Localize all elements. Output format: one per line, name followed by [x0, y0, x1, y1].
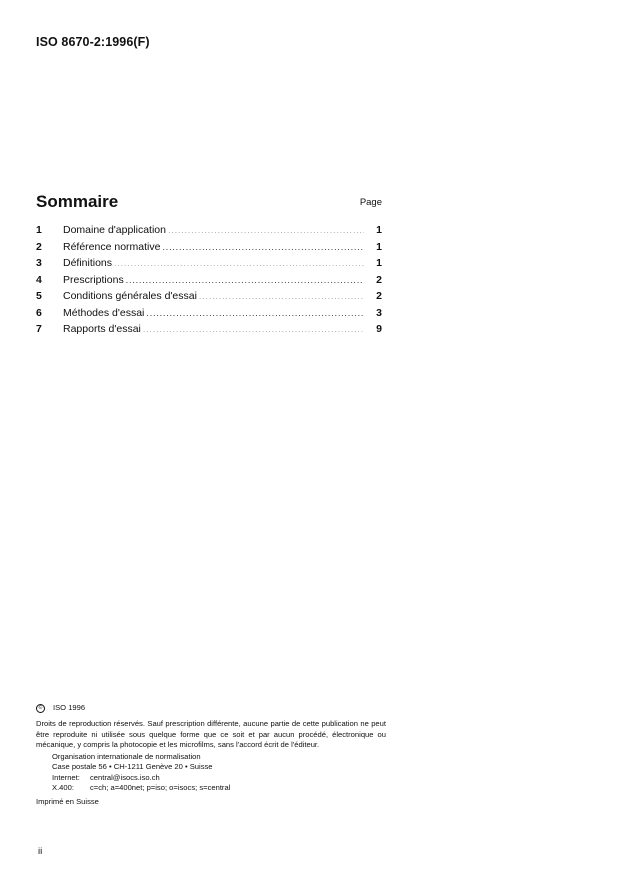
toc-leader-dots: [168, 225, 364, 235]
toc-entry-number: 5: [36, 290, 42, 302]
document-id-header: ISO 8670-2:1996(F): [36, 35, 150, 49]
toc-leader-dots: [143, 324, 364, 334]
toc-entry-label: Prescriptions: [63, 273, 124, 286]
toc-entry-label: Méthodes d'essai: [63, 306, 145, 319]
toc-entry-label: Rapports d'essai: [63, 323, 141, 335]
printed-notice: Imprimé en Suisse: [36, 797, 99, 807]
x400-row: [52, 783, 386, 793]
toc-entry-number: 6: [36, 306, 42, 319]
toc-entry-page: 3: [376, 306, 382, 319]
copyright-line: [36, 703, 386, 713]
toc-entry-page: 1: [376, 240, 382, 253]
toc-entry-page: 2: [376, 290, 382, 302]
toc-title: Sommaire: [36, 192, 119, 211]
toc-page-label: Page: [359, 197, 382, 208]
toc-entry[interactable]: [36, 307, 382, 324]
toc-entry-number: 1: [36, 224, 42, 236]
postal-address: Case postale 56 • CH-1211 Genève 20 • Suisse: [52, 762, 213, 772]
toc-entry-label: Domaine d'application: [63, 224, 166, 236]
toc-entry-page: 1: [376, 224, 382, 236]
table-of-contents: [36, 224, 382, 340]
toc-entry-label: Conditions générales d'essai: [63, 290, 197, 302]
toc-entry[interactable]: [36, 257, 382, 274]
organization-block: [52, 752, 386, 793]
toc-leader-dots: [146, 308, 364, 318]
toc-entry-number: 3: [36, 257, 42, 269]
toc-leader-dots: [162, 242, 364, 252]
organization-name: Organisation internationale de normalisation: [52, 752, 201, 762]
toc-entry-label: Référence normative: [63, 240, 161, 253]
internet-address[interactable]: central@isocs.iso.ch: [90, 772, 160, 782]
toc-entry-number: 7: [36, 323, 42, 335]
toc-leader-dots: [199, 291, 364, 301]
toc-entry-page: 2: [376, 273, 382, 286]
x400-address: c=ch; a=400net; p=iso; o=isocs; s=central: [90, 783, 231, 793]
copyright-block: [36, 703, 386, 808]
toc-entry[interactable]: [36, 323, 382, 340]
copyright-icon: ©: [36, 704, 45, 713]
toc-entry[interactable]: [36, 274, 382, 291]
toc-leader-dots: [126, 275, 364, 285]
internet-key: Internet:: [52, 772, 80, 782]
toc-entry[interactable]: [36, 241, 382, 258]
toc-entry[interactable]: [36, 290, 382, 307]
rights-notice: Droits de reproduction réservés. Sauf prescription différente, aucune partie de cette publication ne peut être reproduite ni utilisée sous quelque forme que ce soit et par aucun procédé, électronique ou mécanique, y compris la photocopie et les microfilms, sans l'accord écrit de l'éditeur.: [36, 719, 386, 749]
internet-row: [52, 773, 386, 783]
toc-entry[interactable]: [36, 224, 382, 241]
toc-entry-number: 2: [36, 240, 42, 253]
toc-entry-page: 1: [376, 257, 382, 269]
page-number: ii: [38, 846, 43, 857]
toc-entry-label: Définitions: [63, 257, 113, 269]
toc-entry-page: 9: [376, 323, 382, 335]
toc-leader-dots: [114, 258, 364, 268]
copyright-year: ISO 1996: [53, 703, 86, 712]
x400-key: X.400:: [52, 783, 74, 793]
toc-entry-number: 4: [36, 273, 42, 286]
